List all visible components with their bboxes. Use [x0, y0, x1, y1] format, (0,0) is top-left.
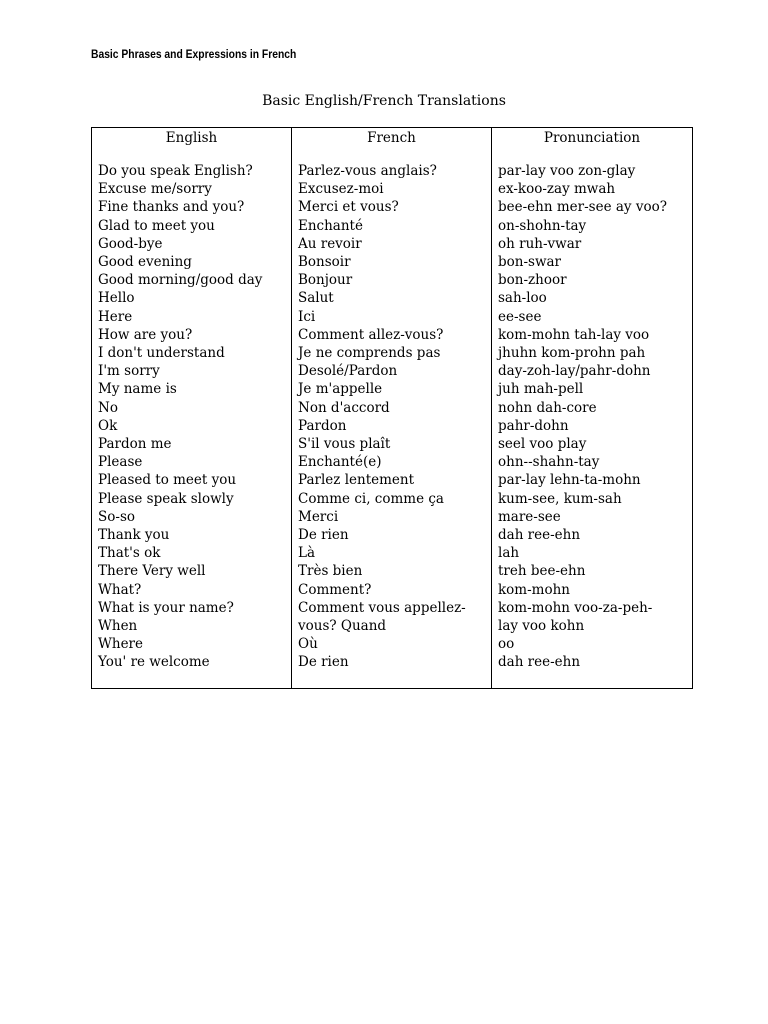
table-row	[92, 271, 693, 289]
english-cell: My name is	[92, 380, 292, 398]
french-cell: Je m'appelle	[292, 380, 492, 398]
table-row	[92, 653, 693, 671]
french-cell: Je ne comprends pas	[292, 344, 492, 362]
table-row	[92, 581, 693, 599]
table-row	[92, 162, 693, 180]
french-cell: Enchanté	[292, 217, 492, 235]
english-cell: Do you speak English?	[92, 162, 292, 180]
pronunciation-cell: juh mah-pell	[492, 380, 693, 398]
pronunciation-cell: ex-koo-zay mwah	[492, 180, 693, 198]
english-cell: So-so	[92, 508, 292, 526]
french-cell: Pardon	[292, 417, 492, 435]
translation-table	[91, 127, 693, 689]
french-cell: Comment?	[292, 581, 492, 599]
french-cell: Parlez lentement	[292, 471, 492, 489]
table-row	[92, 617, 693, 635]
french-cell: Bonsoir	[292, 253, 492, 271]
french-cell: Où	[292, 635, 492, 653]
table-title: Basic English/French Translations	[262, 93, 506, 109]
french-cell: Très bien	[292, 562, 492, 580]
english-cell: How are you?	[92, 326, 292, 344]
table-row	[92, 453, 693, 471]
pronunciation-cell: nohn dah-core	[492, 399, 693, 417]
french-cell: Merci	[292, 508, 492, 526]
english-cell: Thank you	[92, 526, 292, 544]
french-cell: Au revoir	[292, 235, 492, 253]
table-row	[92, 253, 693, 271]
table-row	[92, 198, 693, 216]
table-header-row	[92, 128, 693, 149]
french-cell: De rien	[292, 526, 492, 544]
table-row	[92, 526, 693, 544]
table-row	[92, 544, 693, 562]
pronunciation-cell: lah	[492, 544, 693, 562]
english-cell: Pardon me	[92, 435, 292, 453]
english-cell: I'm sorry	[92, 362, 292, 380]
pronunciation-cell: day-zoh-lay/pahr-dohn	[492, 362, 693, 380]
table-row	[92, 508, 693, 526]
french-cell: Comment allez-vous?	[292, 326, 492, 344]
english-cell: There Very well	[92, 562, 292, 580]
pronunciation-cell: oh ruh-vwar	[492, 235, 693, 253]
table-row	[92, 635, 693, 653]
pronunciation-cell: kom-mohn tah-lay voo	[492, 326, 693, 344]
pronunciation-cell: dah ree-ehn	[492, 653, 693, 671]
header-spacer-row	[92, 148, 693, 162]
table-row	[92, 399, 693, 417]
table-bottom-row	[92, 672, 693, 689]
table-row	[92, 217, 693, 235]
table-row	[92, 289, 693, 307]
english-cell: Good evening	[92, 253, 292, 271]
table-row	[92, 235, 693, 253]
english-cell: Please	[92, 453, 292, 471]
table-row	[92, 599, 693, 617]
table-row	[92, 562, 693, 580]
english-cell: That's ok	[92, 544, 292, 562]
french-cell: De rien	[292, 653, 492, 671]
english-cell: Glad to meet you	[92, 217, 292, 235]
english-cell: Ok	[92, 417, 292, 435]
french-cell: vous? Quand	[292, 617, 492, 635]
french-cell: Enchanté(e)	[292, 453, 492, 471]
french-cell: Parlez-vous anglais?	[292, 162, 492, 180]
pronunciation-cell: treh bee-ehn	[492, 562, 693, 580]
french-cell: Salut	[292, 289, 492, 307]
table-row	[92, 362, 693, 380]
pronunciation-cell: sah-loo	[492, 289, 693, 307]
english-cell: Good morning/good day	[92, 271, 292, 289]
column-header-pronunciation: Pronunciation	[492, 128, 693, 149]
pronunciation-cell: kom-mohn voo-za-peh-	[492, 599, 693, 617]
english-cell: You' re welcome	[92, 653, 292, 671]
english-cell: What?	[92, 581, 292, 599]
pronunciation-cell: kom-mohn	[492, 581, 693, 599]
english-cell: No	[92, 399, 292, 417]
pronunciation-cell: on-shohn-tay	[492, 217, 693, 235]
table-row	[92, 180, 693, 198]
pronunciation-cell: dah ree-ehn	[492, 526, 693, 544]
pronunciation-cell: lay voo kohn	[492, 617, 693, 635]
column-header-english: English	[92, 128, 292, 149]
pronunciation-cell: ee-see	[492, 308, 693, 326]
english-cell: Please speak slowly	[92, 490, 292, 508]
pronunciation-cell: jhuhn kom-prohn pah	[492, 344, 693, 362]
pronunciation-cell: par-lay voo zon-glay	[492, 162, 693, 180]
english-cell: Here	[92, 308, 292, 326]
pronunciation-cell: bee-ehn mer-see ay voo?	[492, 198, 693, 216]
french-cell: Là	[292, 544, 492, 562]
french-cell: Merci et vous?	[292, 198, 492, 216]
french-cell: Desolé/Pardon	[292, 362, 492, 380]
pronunciation-cell: oo	[492, 635, 693, 653]
column-header-french: French	[292, 128, 492, 149]
english-cell: Pleased to meet you	[92, 471, 292, 489]
pronunciation-cell: seel voo play	[492, 435, 693, 453]
table-row	[92, 380, 693, 398]
table-row	[92, 490, 693, 508]
english-cell: Where	[92, 635, 292, 653]
table-row	[92, 471, 693, 489]
french-cell: Bonjour	[292, 271, 492, 289]
table-row	[92, 435, 693, 453]
table-row	[92, 417, 693, 435]
english-cell: Excuse me/sorry	[92, 180, 292, 198]
english-cell: I don't understand	[92, 344, 292, 362]
french-cell: Comment vous appellez-	[292, 599, 492, 617]
french-cell: S'il vous plaît	[292, 435, 492, 453]
pronunciation-cell: mare-see	[492, 508, 693, 526]
pronunciation-cell: ohn--shahn-tay	[492, 453, 693, 471]
french-cell: Comme ci, comme ça	[292, 490, 492, 508]
table-row	[92, 326, 693, 344]
pronunciation-cell: bon-zhoor	[492, 271, 693, 289]
table-row	[92, 344, 693, 362]
document-header: Basic Phrases and Expressions in French	[91, 47, 297, 61]
pronunciation-cell: pahr-dohn	[492, 417, 693, 435]
french-cell: Excusez-moi	[292, 180, 492, 198]
french-cell: Non d'accord	[292, 399, 492, 417]
pronunciation-cell: par-lay lehn-ta-mohn	[492, 471, 693, 489]
french-cell: Ici	[292, 308, 492, 326]
english-cell: Fine thanks and you?	[92, 198, 292, 216]
english-cell: Good-bye	[92, 235, 292, 253]
pronunciation-cell: kum-see, kum-sah	[492, 490, 693, 508]
english-cell: Hello	[92, 289, 292, 307]
pronunciation-cell: bon-swar	[492, 253, 693, 271]
english-cell: When	[92, 617, 292, 635]
table-row	[92, 308, 693, 326]
english-cell: What is your name?	[92, 599, 292, 617]
